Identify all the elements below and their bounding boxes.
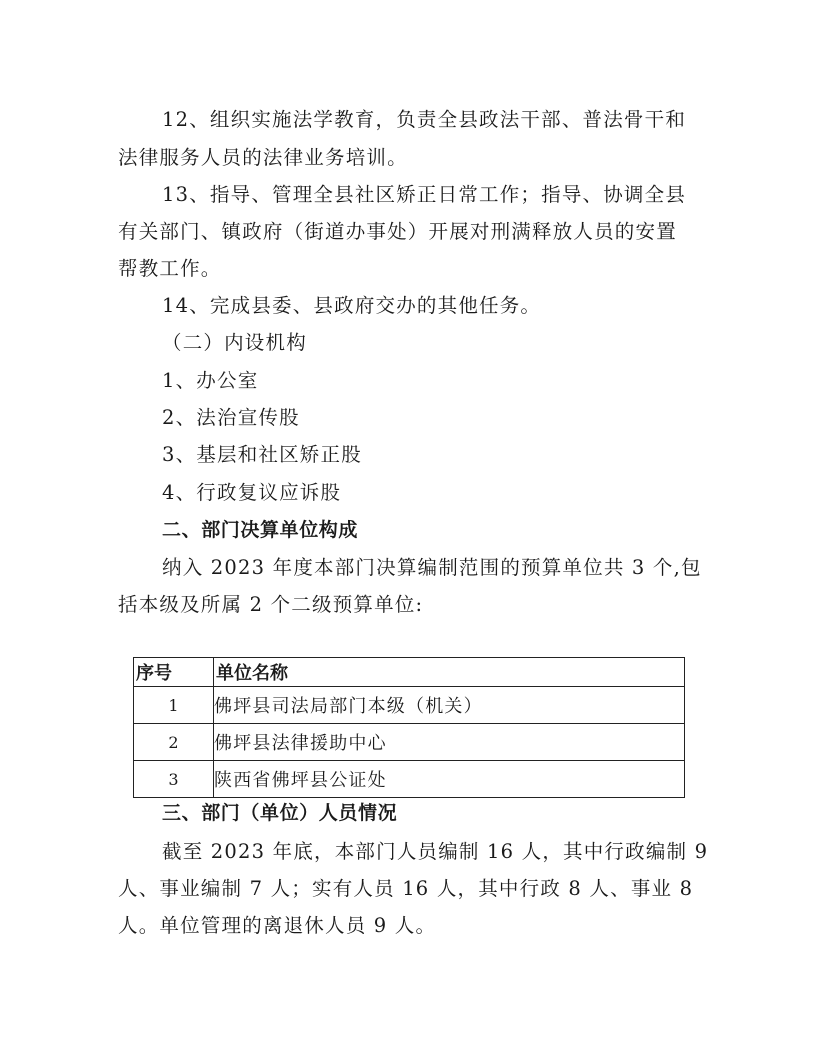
column-header-name: 单位名称 [214, 658, 685, 687]
section-2-line-1: 纳入 2023 年度本部门决算编制范围的预算单位共 3 个,包 [162, 556, 702, 579]
unit-name: 陕西省佛坪县公证处 [214, 761, 685, 798]
unit-name: 佛坪县法律援助中心 [214, 724, 685, 761]
unit-no: 1 [134, 687, 214, 724]
internal-orgs-heading: （二）内设机构 [162, 331, 307, 354]
internal-org-item: 3、基层和社区矫正股 [162, 443, 362, 466]
section-3-line-1: 截至 2023 年底，本部门人员编制 16 人，其中行政编制 9 [162, 840, 709, 863]
paragraph-14-line-1: 14、完成县委、县政府交办的其他任务。 [162, 294, 542, 317]
section-3-heading: 三、部门（单位）人员情况 [162, 802, 398, 824]
unit-no: 2 [134, 724, 214, 761]
unit-name: 佛坪县司法局部门本级（机关） [214, 687, 685, 724]
internal-org-item: 4、行政复议应诉股 [162, 481, 342, 504]
internal-org-item: 2、法治宣传股 [162, 406, 300, 429]
section-3-line-3: 人。单位管理的离退休人员 9 人。 [118, 914, 437, 937]
section-2-line-2: 括本级及所属 2 个二级预算单位: [118, 593, 424, 616]
table-row [134, 761, 685, 798]
section-2-heading: 二、部门决算单位构成 [162, 519, 359, 541]
section-3-line-2: 人、事业编制 7 人；实有人员 16 人，其中行政 8 人、事业 8 [118, 877, 694, 900]
column-header-no: 序号 [134, 658, 214, 687]
paragraph-12-line-1: 12、组织实施法学教育，负责全县政法干部、普法骨干和 [162, 108, 687, 131]
table-row [134, 687, 685, 724]
paragraph-13-line-1: 13、指导、管理全县社区矫正日常工作；指导、协调全县 [162, 183, 687, 206]
table-header-row [134, 658, 685, 687]
table-row [134, 724, 685, 761]
paragraph-13-line-3: 帮教工作。 [118, 257, 222, 280]
unit-no: 3 [134, 761, 214, 798]
internal-org-item: 1、办公室 [162, 369, 259, 392]
paragraph-12-line-2: 法律服务人员的法律业务培训。 [118, 146, 408, 169]
units-table [133, 657, 685, 798]
paragraph-13-line-2: 有关部门、镇政府（街道办事处）开展对刑满释放人员的安置 [118, 220, 677, 243]
